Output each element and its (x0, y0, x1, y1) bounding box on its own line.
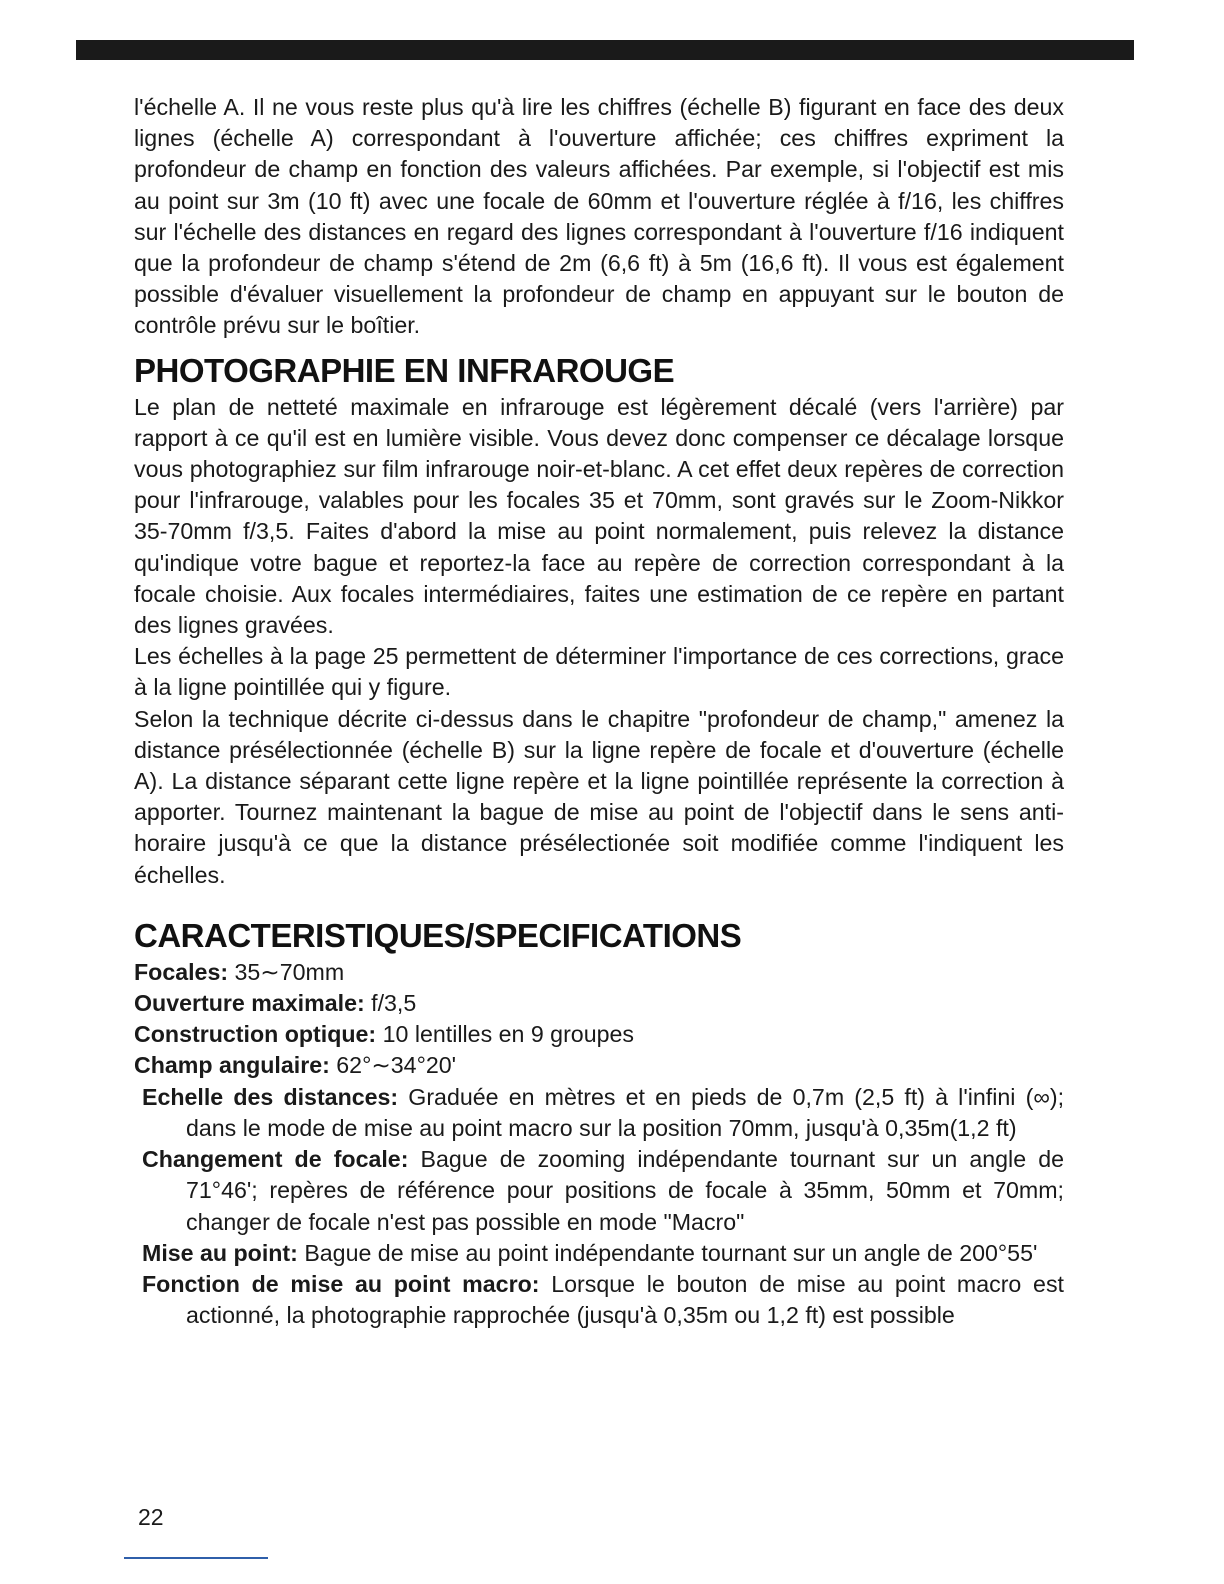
spec-ouverture-maximale (134, 988, 1064, 1019)
page-content (134, 92, 1064, 1331)
top-rule (76, 40, 1134, 60)
spec-value: Bague de zooming indépendante tournant sur un angle de 71°46'; repères de référence pour positions de focale à 35mm, 50mm et 70mm; changer de focale n'est pas possible en mode "Macro" (186, 1146, 1064, 1235)
infrarouge-paragraph-1: Le plan de netteté maximale en infrarouge est légèrement décalé (vers l'arrière) par rapport à ce qu'il est en lumière visible. Vous devez donc compenser ce décalage lorsque vous photographiez sur film infrarouge noir-et-blanc. A cet effet deux repères de correction pour l'infrarouge, valables pour les focales 35 et 70mm, sont gravés sur le Zoom-Nikkor 35-70mm f/3,5. Faites d'abord la mise au point normalement, puis relevez la distance qu'indique votre bague et reportez-la face au repère de correction correspondant à la focale choisie. Aux focales intermédiaires, faites une estimation de ce repère en partant des lignes gravées. (134, 393, 1064, 639)
spec-label: Focales: (134, 958, 229, 985)
spec-value: f/3,5 (364, 990, 417, 1017)
spec-focales (134, 957, 1064, 988)
spec-value: Graduée en mètres et en pieds de 0,7m (2,5 ft) à l'infini (∞); dans le mode de mise au point macro sur la position 70mm, jusqu'à 0,35m(1,2 ft) (186, 1083, 1065, 1141)
spec-label: Changement de focale: (142, 1146, 409, 1173)
spec-label: Construction optique: (134, 1021, 377, 1048)
spec-label: Ouverture maximale: (134, 990, 365, 1017)
spec-label: Echelle des distances: (142, 1083, 399, 1110)
spec-label: Mise au point: (142, 1239, 298, 1266)
page-number: 22 (138, 1504, 164, 1530)
intro-paragraph: l'échelle A. Il ne vous reste plus qu'à lire les chiffres (échelle B) figurant en face des deux lignes (échelle A) correspondant à l'ouverture affichée; ces chiffres expriment la profondeur de champ en fonction des valeurs affichées. Par exemple, si l'objectif est mis au point sur 3m (10 ft) avec une focale de 60mm et l'ouverture réglée à f/16, les chiffres sur l'échelle des distances en regard des lignes correspondant à l'ouverture f/16 indiquent que la profondeur de champ s'étend de 2m (6,6 ft) à 5m (16,6 ft). Il vous est également possible d'évaluer visuellement la profondeur de champ en appuyant sur le bouton de contrôle prévu sur le boîtier. (134, 94, 1064, 339)
spec-value: Bague de mise au point indépendante tournant sur un angle de 200°55' (297, 1239, 1038, 1266)
spec-value: 10 lentilles en 9 groupes (376, 1021, 634, 1048)
spec-value: Lorsque le bouton de mise au point macro est actionné, la photographie rapprochée (jusqu'à 0,35m ou 1,2 ft) est possible (186, 1270, 1064, 1329)
section-title-specifications: CARACTERISTIQUES/SPECIFICATIONS (134, 916, 742, 954)
spec-value: 35∼70mm (228, 958, 345, 985)
section-title-infrarouge: PHOTOGRAPHIE EN INFRAROUGE (134, 351, 675, 389)
infrarouge-paragraph-3: Selon la technique décrite ci-dessus dans le chapitre "profondeur de champ," amenez la distance présélectionnée (échelle B) sur la ligne repère de focale et d'ouverture (échelle A). La distance séparant cette ligne repère et la ligne pointillée représente la correction à apporter. Tournez maintenant la bague de mise au point de l'objectif dans le sens anti-horaire jusqu'à ce que la distance présélectionée soit modifiée comme l'indiquent les échelles. (134, 705, 1064, 888)
spec-label: Fonction de mise au point macro: (142, 1270, 540, 1297)
spec-changement-focale (138, 1144, 1064, 1238)
spec-echelle-distances (138, 1082, 1064, 1144)
infrarouge-paragraph-2: Les échelles à la page 25 permettent de déterminer l'importance de ces corrections, grace à la ligne pointillée qui y figure. (134, 643, 1064, 701)
spec-construction-optique (134, 1019, 1064, 1050)
spec-mise-au-point-macro (138, 1269, 1064, 1331)
spec-value: 62°∼34°20' (329, 1052, 457, 1079)
spec-champ-angulaire (134, 1050, 1064, 1081)
bottom-rule (124, 1557, 268, 1559)
spec-label: Champ angulaire: (134, 1052, 330, 1079)
spec-mise-au-point (138, 1238, 1064, 1269)
